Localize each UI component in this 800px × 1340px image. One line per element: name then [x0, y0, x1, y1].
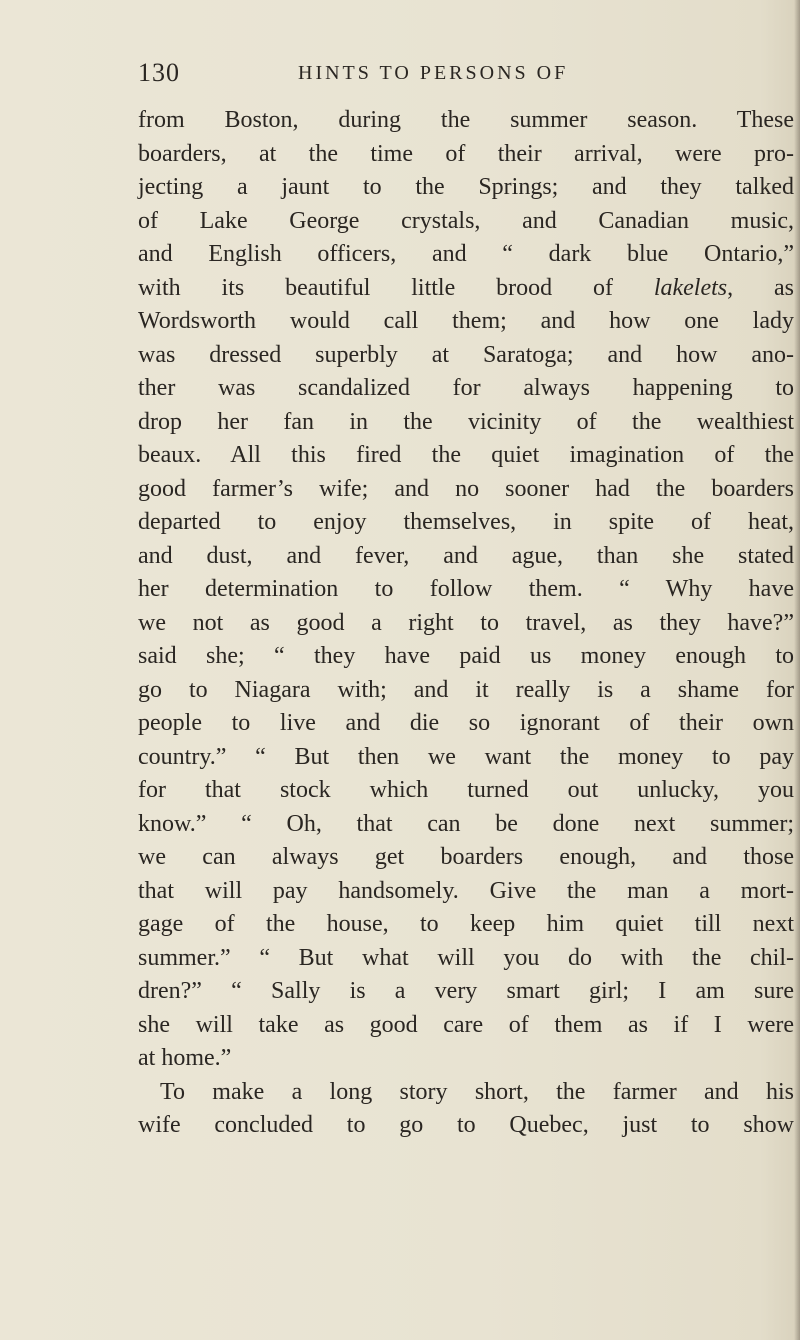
text-line: boarders, at the time of their arrival, were pro-	[138, 140, 794, 167]
running-head: HINTS TO PERSONS OF	[298, 62, 569, 84]
page-header	[138, 58, 638, 94]
text-line: Wordsworth would call them; and how one lady	[138, 308, 794, 334]
text-line: she will take as good care of them as if I were	[138, 1011, 794, 1038]
text-line: country.” “ But then we want the money to pay	[138, 743, 794, 770]
text-line: departed to enjoy themselves, in spite of heat,	[138, 509, 794, 535]
text-line: and English officers, and “ dark blue Ontario,”	[138, 241, 794, 267]
page-edge-shadow	[794, 0, 800, 1340]
paragraph-start-line: To make a long story short, the farmer and his	[160, 1078, 794, 1105]
text-line	[138, 272, 794, 306]
italic-word: lakelets	[653, 274, 728, 301]
text-line: from Boston, during the summer season. These	[138, 107, 794, 133]
text-line: go to Niagara with; and it really is a shame for	[138, 676, 794, 703]
text-line: good farmer’s wife; and no sooner had the boarders	[138, 475, 794, 502]
text-line: know.” “ Oh, that can be done next summer;	[138, 810, 794, 837]
text-line: of Lake George crystals, and Canadian music,	[138, 207, 794, 234]
text-line: was dressed superbly at Saratoga; and how ano-	[138, 341, 794, 368]
text-line: for that stock which turned out unlucky, you	[138, 777, 794, 803]
text-line: ther was scandalized for always happening to	[138, 375, 794, 401]
text-line: and dust, and fever, and ague, than she stated	[138, 542, 794, 569]
text-segment: with its beautiful little brood of	[138, 274, 613, 301]
text-line: we not as good a right to travel, as they have?”	[138, 609, 794, 636]
text-line: summer.” “ But what will you do with the chil-	[138, 944, 794, 971]
text-line: beaux. All this fired the quiet imagination of the	[138, 442, 794, 468]
text-line: wife concluded to go to Quebec, just to show	[138, 1112, 794, 1138]
text-line: people to live and die so ignorant of their own	[138, 710, 794, 736]
text-line: dren?” “ Sally is a very smart girl; I am sure	[138, 978, 794, 1004]
text-line: that will pay handsomely. Give the man a mort-	[138, 877, 794, 904]
page-number: 130	[138, 58, 180, 87]
text-line: drop her fan in the vicinity of the wealthiest	[138, 408, 794, 435]
text-line: we can always get boarders enough, and those	[138, 844, 794, 870]
paragraph-end-line: at home.”	[138, 1045, 232, 1071]
text-line: her determination to follow them. “ Why have	[138, 576, 794, 602]
body-text	[138, 104, 794, 1143]
text-line: jecting a jaunt to the Springs; and they talked	[138, 174, 794, 200]
text-line: gage of the house, to keep him quiet till next	[138, 911, 794, 937]
text-segment: , as	[727, 274, 794, 301]
text-line: said she; “ they have paid us money enough to	[138, 643, 794, 669]
